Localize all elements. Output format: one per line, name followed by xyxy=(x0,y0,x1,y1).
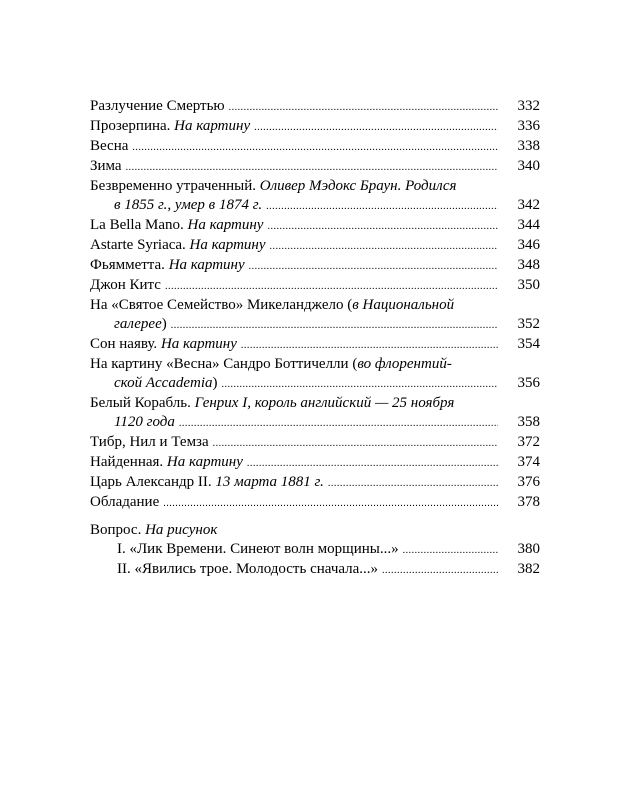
page-number: 336 xyxy=(517,118,540,134)
entry-title: Весна xyxy=(90,138,129,154)
entry-line-1 xyxy=(90,394,540,413)
page-number: 340 xyxy=(517,158,540,174)
leader-dots xyxy=(126,158,498,177)
toc-entry[interactable] xyxy=(90,355,540,394)
entry-subtitle: На картину xyxy=(160,336,237,352)
toc-section-question xyxy=(90,521,540,580)
entry-title: Astarte Syriaca. xyxy=(90,237,190,253)
toc-entry[interactable] xyxy=(90,97,540,117)
entry-subtitle: На картину xyxy=(166,454,243,470)
leader-dots xyxy=(403,541,498,560)
leader-dots xyxy=(222,375,499,394)
leader-dots xyxy=(163,494,498,513)
entry-subtitle: во флорентий- xyxy=(357,356,452,372)
entry-subtitle: 13 марта 1881 г. xyxy=(215,474,324,490)
toc-entry[interactable] xyxy=(90,216,540,236)
page-number: 358 xyxy=(517,414,540,430)
entry-line-1 xyxy=(90,177,540,196)
table-of-contents xyxy=(90,97,540,580)
toc-entry[interactable] xyxy=(90,394,540,433)
leader-dots xyxy=(247,454,498,473)
page-number: 376 xyxy=(517,474,540,490)
entry-title: Разлучение Смертью xyxy=(90,98,225,114)
entry-subtitle: На картину xyxy=(187,217,264,233)
leader-dots xyxy=(229,98,498,117)
leader-dots xyxy=(267,217,498,236)
toc-subentry[interactable] xyxy=(90,560,540,580)
subentry-title: I. «Лик Времени. Синеют волн морщины...» xyxy=(117,541,399,557)
leader-dots xyxy=(382,561,498,580)
page-number: 332 xyxy=(517,98,540,114)
entry-title: Тибр, Нил и Темза xyxy=(90,434,209,450)
toc-entry[interactable] xyxy=(90,276,540,296)
entry-subtitle: Генрих I, король английский — 25 ноября xyxy=(194,395,455,411)
entry-title: Фьямметта. xyxy=(90,257,169,273)
entry-subtitle: в Национальной xyxy=(352,297,455,313)
entry-subtitle: На картину xyxy=(189,237,266,253)
section-heading xyxy=(90,521,540,540)
toc-entry[interactable] xyxy=(90,117,540,137)
page-number: 348 xyxy=(517,257,540,273)
leader-dots xyxy=(266,197,498,216)
leader-dots xyxy=(241,336,498,355)
page-number: 354 xyxy=(517,336,540,352)
toc-entry[interactable] xyxy=(90,493,540,513)
toc-entry[interactable] xyxy=(90,296,540,335)
page-number: 372 xyxy=(517,434,540,450)
leader-dots xyxy=(179,414,498,433)
page-number: 356 xyxy=(517,375,540,391)
toc-entry[interactable] xyxy=(90,473,540,493)
entry-title: На «Святое Семейство» Микеланджело ( xyxy=(90,297,353,313)
toc-subentry[interactable] xyxy=(90,540,540,560)
entry-title: Джон Китс xyxy=(90,277,161,293)
entry-title: La Bella Mano. xyxy=(90,217,188,233)
page-number: 338 xyxy=(517,138,540,154)
entry-subtitle-cont: 1120 года xyxy=(114,414,175,430)
leader-dots xyxy=(165,277,498,296)
entry-subtitle-cont: галерее xyxy=(114,316,162,332)
page-number: 352 xyxy=(517,316,540,332)
entry-title: Обладание xyxy=(90,494,160,510)
toc-entry[interactable] xyxy=(90,236,540,256)
entry-tail: ) xyxy=(212,375,218,391)
page-number: 382 xyxy=(517,561,540,577)
section-subtitle: На рисунок xyxy=(145,522,218,538)
page-number: 374 xyxy=(517,454,540,470)
section-title: Вопрос. xyxy=(90,522,146,538)
entry-line-1 xyxy=(90,355,540,374)
leader-dots xyxy=(171,316,498,335)
entry-title: Белый Корабль. xyxy=(90,395,195,411)
entry-subtitle: Оливер Мэдокс Браун. Родился xyxy=(259,178,457,194)
leader-dots xyxy=(213,434,498,453)
entry-subtitle-cont: в 1855 г., умер в 1874 г. xyxy=(114,197,263,213)
leader-dots xyxy=(270,237,498,256)
toc-entry[interactable] xyxy=(90,453,540,473)
entry-title: На картину «Весна» Сандро Боттичелли ( xyxy=(90,356,358,372)
entry-tail: ) xyxy=(161,316,167,332)
entry-title: Сон наяву. xyxy=(90,336,161,352)
leader-dots xyxy=(132,138,498,157)
page-number: 346 xyxy=(517,237,540,253)
toc-entry[interactable] xyxy=(90,137,540,157)
subentry-title: II. «Явились трое. Молодость сначала...» xyxy=(117,561,379,577)
entry-title: Царь Александр II. xyxy=(90,474,216,490)
leader-dots xyxy=(249,257,498,276)
entry-title: Зима xyxy=(90,158,122,174)
entry-title: Безвременно утраченный. xyxy=(90,178,260,194)
entry-subtitle: На картину xyxy=(168,257,245,273)
page-number: 380 xyxy=(517,541,540,557)
leader-dots xyxy=(328,474,498,493)
entry-subtitle-cont: ской Accademia xyxy=(114,375,213,391)
toc-entry[interactable] xyxy=(90,256,540,276)
toc-entry[interactable] xyxy=(90,157,540,177)
toc-entry[interactable] xyxy=(90,177,540,216)
entry-subtitle: На картину xyxy=(174,118,251,134)
entry-title: Прозерпина. xyxy=(90,118,175,134)
page-number: 350 xyxy=(517,277,540,293)
toc-entry[interactable] xyxy=(90,433,540,453)
entry-line-1 xyxy=(90,296,540,315)
toc-entry[interactable] xyxy=(90,335,540,355)
page-number: 344 xyxy=(517,217,540,233)
page-number: 378 xyxy=(517,494,540,510)
page-number: 342 xyxy=(517,197,540,213)
entry-title: Найденная. xyxy=(90,454,167,470)
leader-dots xyxy=(254,118,498,137)
